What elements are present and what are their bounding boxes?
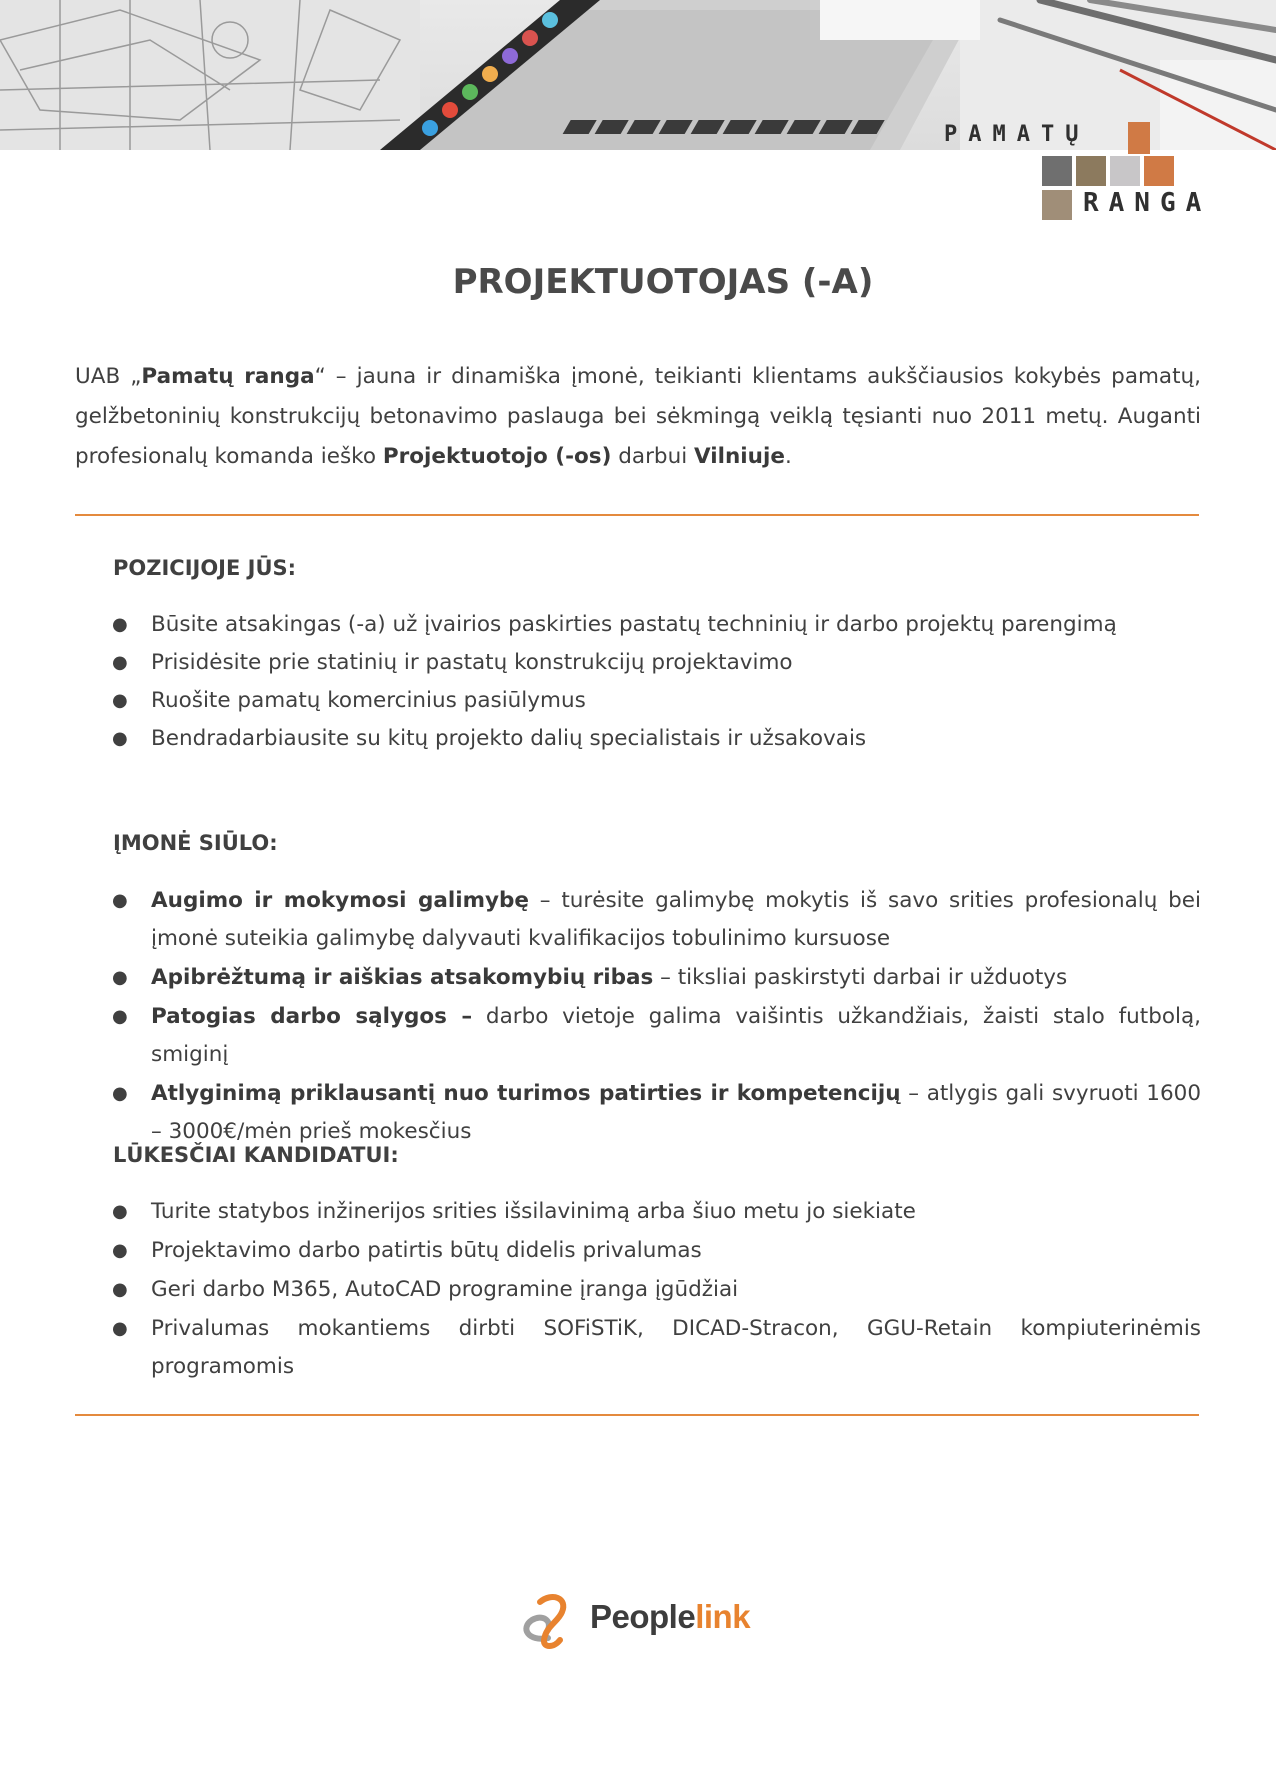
list-item-text: Būsite atsakingas (-a) už įvairios paskirties pastatų techninių ir darbo projektų parengimą <box>151 612 1117 637</box>
bullet-icon: ● <box>112 728 128 749</box>
bullet-icon: ● <box>112 1279 128 1300</box>
pamatu-ranga-logo <box>944 118 1234 222</box>
bullet-icon: ● <box>112 614 128 635</box>
logo-top-text: PAMATŲ <box>944 122 1090 147</box>
list-item <box>75 1232 1201 1270</box>
intro-city: Vilniuje <box>694 444 785 469</box>
intro-text-1: UAB „ <box>75 364 142 389</box>
position-list <box>75 606 1201 758</box>
list-item-text: Prisidėsite prie statinių ir pastatų konstrukcijų projektavimo <box>151 650 793 675</box>
peoplelink-logo <box>518 1590 768 1650</box>
logo-square-light <box>1110 156 1140 186</box>
section-heading-position: POZICIJOJE JŪS: <box>113 556 297 580</box>
list-item-text: Projektavimo darbo patirtis būtų didelis privalumas <box>151 1238 702 1263</box>
bullet-icon: ● <box>112 967 128 988</box>
list-item-bold: Atlyginimą priklausantį nuo turimos patirties ir kompetencijų <box>151 1081 901 1106</box>
intro-company: Pamatų ranga <box>141 364 315 389</box>
bullet-icon: ● <box>112 1240 128 1261</box>
peoplelink-logo-icon <box>518 1590 582 1650</box>
intro-text-3: darbui <box>611 444 694 469</box>
list-item <box>75 1271 1201 1309</box>
intro-position: Projektuotojo (-os) <box>382 444 612 469</box>
bullet-icon: ● <box>112 1201 128 1222</box>
bullet-icon: ● <box>112 1083 128 1104</box>
list-item-text: – tiksliai paskirstyti darbai ir užduotys <box>653 965 1068 990</box>
logo-square-brown <box>1076 156 1106 186</box>
section-heading-offer: ĮMONĖ SIŪLO: <box>113 831 278 855</box>
list-item-text: darbo vietoje galima vaišintis užkandžiais, žaisti stalo futbolą, smiginį <box>151 1004 1201 1067</box>
list-item-text: Ruošite pamatų komercinius pasiūlymus <box>151 688 586 713</box>
list-item <box>75 1193 1201 1231</box>
list-item <box>75 606 1201 644</box>
bullet-icon: ● <box>112 652 128 673</box>
expectations-list <box>75 1193 1201 1387</box>
list-item-text: Bendradarbiausite su kitų projekto dalių specialistais ir užsakovais <box>151 726 867 751</box>
list-item-text: – atlygis gali svyruoti 1600 – 3000€/mėn prieš mokesčius <box>151 1081 1202 1144</box>
bullet-icon: ● <box>112 690 128 711</box>
intro-text-4: . <box>784 444 792 469</box>
list-item-bold: Patogias darbo sąlygos – <box>151 1004 473 1029</box>
intro-text-2: “ – jauna ir dinamiška įmonė, teikianti klientams aukščiausios kokybės pamatų, gelžbetoninių konstrukcijų betonavimo paslauga bei sėkmingą veiklą tęsianti nuo 2011 metų. Auganti profesionalų komanda ieško <box>75 364 1201 469</box>
logo-square-grey <box>1042 156 1072 186</box>
intro-paragraph <box>75 357 1201 477</box>
bullet-icon: ● <box>112 890 128 911</box>
list-item <box>75 720 1201 758</box>
logo-bottom-text: RANGA <box>1083 188 1212 218</box>
list-item <box>75 882 1201 958</box>
divider-top <box>75 514 1199 516</box>
list-item-bold: Apibrėžtumą ir aiškias atsakomybių ribas <box>151 965 654 990</box>
list-item <box>75 1075 1201 1151</box>
list-item-text: Turite statybos inžinerijos srities išsilavinimą arba šiuo metu jo siekiate <box>151 1199 916 1224</box>
list-item <box>75 644 1201 682</box>
list-item <box>75 998 1201 1074</box>
list-item-bold: Augimo ir mokymosi galimybę <box>151 888 530 913</box>
brand-orange: link <box>695 1598 751 1635</box>
bullet-icon: ● <box>112 1318 128 1339</box>
logo-square-tan <box>1042 190 1072 220</box>
list-item-text: Privalumas mokantiems dirbti SOFiSTiK, DICAD-Stracon, GGU-Retain kompiuterinėmis programomis <box>151 1316 1201 1379</box>
bullet-icon: ● <box>112 1006 128 1027</box>
list-item-text: Geri darbo M365, AutoCAD programine įranga įgūdžiai <box>151 1277 739 1302</box>
logo-square-orange <box>1144 156 1174 186</box>
section-heading-expectations: LŪKESČIAI KANDIDATUI: <box>113 1143 399 1167</box>
logo-square-orange-top <box>1128 122 1150 154</box>
offer-list <box>75 882 1201 1152</box>
list-item-text: – turėsite galimybę mokytis iš savo srities profesionalų bei įmonė suteikia galimybę dalyvauti kvalifikacijos tobulinimo kursuose <box>151 888 1201 951</box>
list-item <box>75 959 1201 997</box>
page-title: PROJEKTUOTOJAS (-A) <box>452 262 874 302</box>
brand-dark: People <box>590 1598 696 1635</box>
peoplelink-wordmark <box>590 1598 750 1636</box>
divider-bottom <box>75 1414 1199 1416</box>
list-item <box>75 1310 1201 1386</box>
list-item <box>75 682 1201 720</box>
